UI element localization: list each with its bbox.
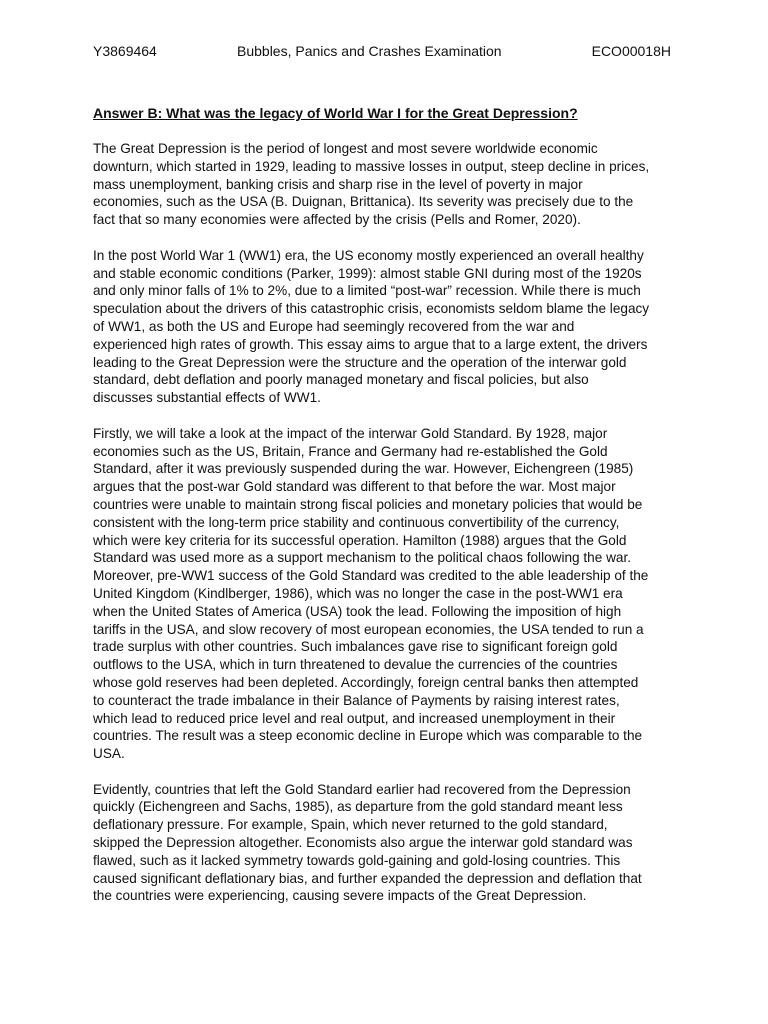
text-line: trade surplus with other countries. Such imbalances gave rise to significant foreign gold (93, 639, 618, 655)
body-paragraph (93, 140, 683, 229)
text-line: standard, debt deflation and poorly managed monetary and fiscal policies, but also (93, 372, 589, 388)
text-line: Standard was used more as a support mechanism to the political chaos following the war. (93, 550, 631, 566)
answer-title: Answer B: What was the legacy of World War I for the Great Depression? (93, 105, 578, 121)
text-line: when the United States of America (USA) took the lead. Following the imposition of high (93, 603, 622, 619)
text-line: deflationary pressure. For example, Spain, which never returned to the gold standard, (93, 817, 608, 833)
text-line: outflows to the USA, which in turn threatened to devalue the currencies of the countries (93, 657, 618, 673)
text-line: the countries were experiencing, causing severe impacts of the Great Depression. (93, 888, 587, 904)
text-line: discusses substantial effects of WW1. (93, 390, 321, 406)
text-line: skipped the Depression altogether. Economists also argue the interwar gold standard was (93, 835, 633, 851)
text-line: of WW1, as both the US and Europe had seemingly recovered from the war and (93, 318, 575, 334)
text-line: countries. The result was a steep economic decline in Europe which was comparable to the (93, 728, 643, 744)
text-line: fact that so many economies were affected by the crisis (Pells and Romer, 2020). (93, 212, 581, 228)
exam-title: Bubbles, Panics and Crashes Examination (237, 43, 502, 59)
text-line: USA. (93, 746, 125, 762)
text-line: economies, such as the USA (B. Duignan, Brittanica). Its severity was precisely due to the (93, 194, 634, 210)
text-line: economies such as the US, Britain, France and Germany had re-established the Gold (93, 443, 608, 459)
text-line: Firstly, we will take a look at the impact of the interwar Gold Standard. By 1928, major (93, 425, 608, 441)
text-line: to counteract the trade imbalance in their Balance of Payments by raising interest rates, (93, 692, 620, 708)
text-line: mass unemployment, banking crisis and sharp rise in the level of poverty in major (93, 176, 583, 192)
course-code: ECO00018H (591, 43, 671, 59)
text-line: consistent with the long-term price stability and continuous convertibility of the currency, (93, 514, 620, 530)
text-line: In the post World War 1 (WW1) era, the US economy mostly experienced an overall healthy (93, 247, 644, 263)
text-line: experienced high rates of growth. This essay aims to argue that to a large extent, the drivers (93, 336, 648, 352)
answer-body (93, 140, 683, 923)
text-line: downturn, which started in 1929, leading to massive losses in output, steep decline in prices, (93, 158, 650, 174)
text-line: whose gold reserves had been depleted. Accordingly, foreign central banks then attempted (93, 674, 639, 690)
text-line: The Great Depression is the period of longest and most severe worldwide economic (93, 141, 598, 156)
body-paragraph (93, 781, 683, 906)
text-line: Standard, after it was previously suspended during the war. However, Eichengreen (1985) (93, 461, 634, 477)
text-line: quickly (Eichengreen and Sachs, 1985), as departure from the gold standard meant less (93, 799, 623, 815)
body-paragraph (93, 425, 683, 763)
text-line: United Kingdom (Kindlberger, 1986), which was no longer the case in the post-WW1 era (93, 585, 623, 601)
text-line: and only minor falls of 1% to 2%, due to a limited “post-war” recession. While there is much (93, 283, 641, 299)
text-line: Evidently, countries that left the Gold Standard earlier had recovered from the Depression (93, 781, 631, 797)
text-line: and stable economic conditions (Parker, 1999): almost stable GNI during most of the 1920s (93, 265, 642, 281)
body-paragraph (93, 247, 683, 407)
text-line: argues that the post-war Gold standard was different to that before the war. Most major (93, 479, 616, 495)
text-line: caused significant deflationary bias, and further expanded the depression and deflation that (93, 870, 642, 886)
text-line: leading to the Great Depression were the structure and the operation of the interwar gold (93, 354, 627, 370)
text-line: which were key criteria for its successful operation. Hamilton (1988) argues that the Gold (93, 532, 627, 548)
text-line: countries were unable to maintain strong fiscal policies and monetary policies that would be (93, 496, 643, 512)
page-header (93, 42, 671, 60)
student-id: Y3869464 (93, 43, 157, 59)
text-line: speculation about the drivers of this catastrophic crisis, economists seldom blame the legacy (93, 301, 650, 317)
text-line: flawed, such as it lacked symmetry towards gold-gaining and gold-losing countries. This (93, 852, 621, 868)
text-line: which lead to reduced price level and real output, and increased unemployment in their (93, 710, 616, 726)
text-line: Moreover, pre-WW1 success of the Gold Standard was credited to the able leadership of the (93, 568, 649, 584)
text-line: tariffs in the USA, and slow recovery of most european economies, the USA tended to run a (93, 621, 644, 637)
